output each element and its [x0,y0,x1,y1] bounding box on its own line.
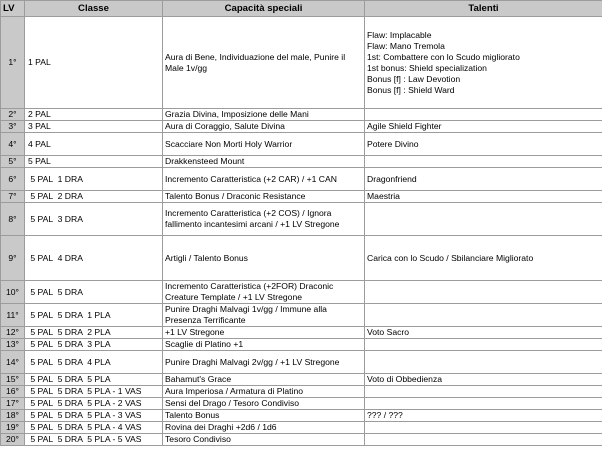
table-row [1,327,602,339]
level-cell: 20° [1,434,25,446]
abilities-cell: Punire Draghi Malvagi 2v/gg / +1 LV Stregone [163,351,365,374]
header-talenti: Talenti [365,1,602,17]
level-cell: 9° [1,236,25,281]
abilities-cell: Talento Bonus [163,410,365,422]
table-row [1,109,602,121]
class-cell: 3 PAL [25,121,163,133]
table-row [1,156,602,168]
table-row [1,281,602,304]
level-cell: 7° [1,191,25,203]
abilities-cell: +1 LV Stregone [163,327,365,339]
feat-line: 1st bonus: Shield specialization [367,62,487,73]
header-classe: Classe [25,1,163,17]
class-cell: 5 PAL [25,156,163,168]
abilities-cell: Sensi del Drago / Tesoro Condiviso [163,398,365,410]
abilities-cell: Grazia Divina, Imposizione delle Mani [163,109,365,121]
feat-line: ??? / ??? [367,410,403,420]
feat-line: Voto di Obbedienza [367,374,443,384]
class-cell: 1 PAL [25,17,163,109]
feat-line: Flaw: Implacable [367,29,432,40]
feats-cell [365,236,602,281]
level-cell: 12° [1,327,25,339]
level-cell: 17° [1,398,25,410]
abilities-cell: Incremento Caratteristica (+2FOR) Draconic Creature Template / +1 LV Stregone [163,281,365,304]
header-lv: LV [1,1,25,17]
feats-cell [365,327,602,339]
table-row [1,121,602,133]
feats-cell [365,374,602,386]
level-cell: 6° [1,168,25,191]
level-cell: 2° [1,109,25,121]
feats-cell [365,304,602,327]
level-cell: 16° [1,386,25,398]
header-capacita: Capacità speciali [163,1,365,17]
table-row [1,17,602,109]
class-cell: 5 PAL 5 DRA 5 PLA - 1 VAS [25,386,163,398]
abilities-cell: Incremento Caratteristica (+2 CAR) / +1 CAN [163,168,365,191]
table-row [1,422,602,434]
feats-cell [365,121,602,133]
class-cell: 5 PAL 2 DRA [25,191,163,203]
level-cell: 15° [1,374,25,386]
table-row [1,236,602,281]
header-row [1,1,602,17]
level-cell: 8° [1,203,25,236]
feats-cell [365,339,602,351]
class-cell: 5 PAL 5 DRA 4 PLA [25,351,163,374]
feat-line: Maestria [367,191,400,201]
feats-cell [365,422,602,434]
level-cell: 10° [1,281,25,304]
table-row [1,386,602,398]
class-cell: 5 PAL 5 DRA 5 PLA [25,374,163,386]
feats-cell [365,398,602,410]
level-cell: 11° [1,304,25,327]
abilities-cell: Aura Imperiosa / Armatura di Platino [163,386,365,398]
feats-cell [365,168,602,191]
table-row [1,304,602,327]
class-cell: 4 PAL [25,133,163,156]
feats-cell [365,434,602,446]
abilities-cell: Scaglie di Platino +1 [163,339,365,351]
level-cell: 14° [1,351,25,374]
abilities-cell: Aura di Coraggio, Salute Divina [163,121,365,133]
feat-line: Dragonfriend [367,173,417,184]
class-cell: 5 PAL 5 DRA 5 PLA - 3 VAS [25,410,163,422]
feats-cell [365,386,602,398]
level-cell: 13° [1,339,25,351]
level-cell: 1° [1,17,25,109]
abilities-cell: Drakkensteed Mount [163,156,365,168]
feat-line: Bonus [f] : Shield Ward [367,84,455,95]
table-row [1,410,602,422]
level-cell: 4° [1,133,25,156]
abilities-cell: Bahamut's Grace [163,374,365,386]
feats-cell [365,410,602,422]
abilities-cell: Aura di Bene, Individuazione del male, Punire il Male 1v/gg [163,17,365,109]
table-row [1,374,602,386]
feats-cell [365,191,602,203]
table-row [1,168,602,191]
class-cell: 5 PAL 3 DRA [25,203,163,236]
feat-line: Flaw: Mano Tremola [367,40,445,51]
class-cell: 5 PAL 5 DRA 1 PLA [25,304,163,327]
table-row [1,351,602,374]
class-cell: 5 PAL 5 DRA 5 PLA - 2 VAS [25,398,163,410]
feat-line: Carica con lo Scudo / Sbilanciare Migliorato [367,252,534,263]
table-row [1,339,602,351]
abilities-cell: Scacciare Non Morti Holy Warrior [163,133,365,156]
level-cell: 5° [1,156,25,168]
feats-cell [365,156,602,168]
table-row [1,191,602,203]
class-cell: 5 PAL 5 DRA 3 PLA [25,339,163,351]
abilities-cell: Incremento Caratteristica (+2 COS) / Ignora fallimento incantesimi arcani / +1 LV Stregone [163,203,365,236]
feat-line: Voto Sacro [367,327,410,337]
abilities-cell: Tesoro Condiviso [163,434,365,446]
level-cell: 3° [1,121,25,133]
feats-cell [365,351,602,374]
feats-cell [365,109,602,121]
level-cell: 19° [1,422,25,434]
level-cell: 18° [1,410,25,422]
abilities-cell: Artigli / Talento Bonus [163,236,365,281]
class-cell: 5 PAL 1 DRA [25,168,163,191]
table-row [1,133,602,156]
feats-cell [365,133,602,156]
class-cell: 5 PAL 5 DRA 5 PLA - 5 VAS [25,434,163,446]
table-row [1,434,602,446]
abilities-cell: Talento Bonus / Draconic Resistance [163,191,365,203]
class-cell: 2 PAL [25,109,163,121]
table-row [1,398,602,410]
feat-line: Agile Shield Fighter [367,121,442,131]
class-cell: 5 PAL 5 DRA [25,281,163,304]
feat-line: Potere Divino [367,138,419,149]
table-row [1,203,602,236]
abilities-cell: Punire Draghi Malvagi 1v/gg / Immune alla Presenza Terrificante [163,304,365,327]
class-cell: 5 PAL 4 DRA [25,236,163,281]
feat-line: Bonus [f] : Law Devotion [367,73,461,84]
feat-line: 1st: Combattere con lo Scudo migliorato [367,51,520,62]
feats-cell [365,17,602,109]
feats-cell [365,281,602,304]
class-cell: 5 PAL 5 DRA 5 PLA - 4 VAS [25,422,163,434]
class-cell: 5 PAL 5 DRA 2 PLA [25,327,163,339]
feats-cell [365,203,602,236]
abilities-cell: Rovina dei Draghi +2d6 / 1d6 [163,422,365,434]
